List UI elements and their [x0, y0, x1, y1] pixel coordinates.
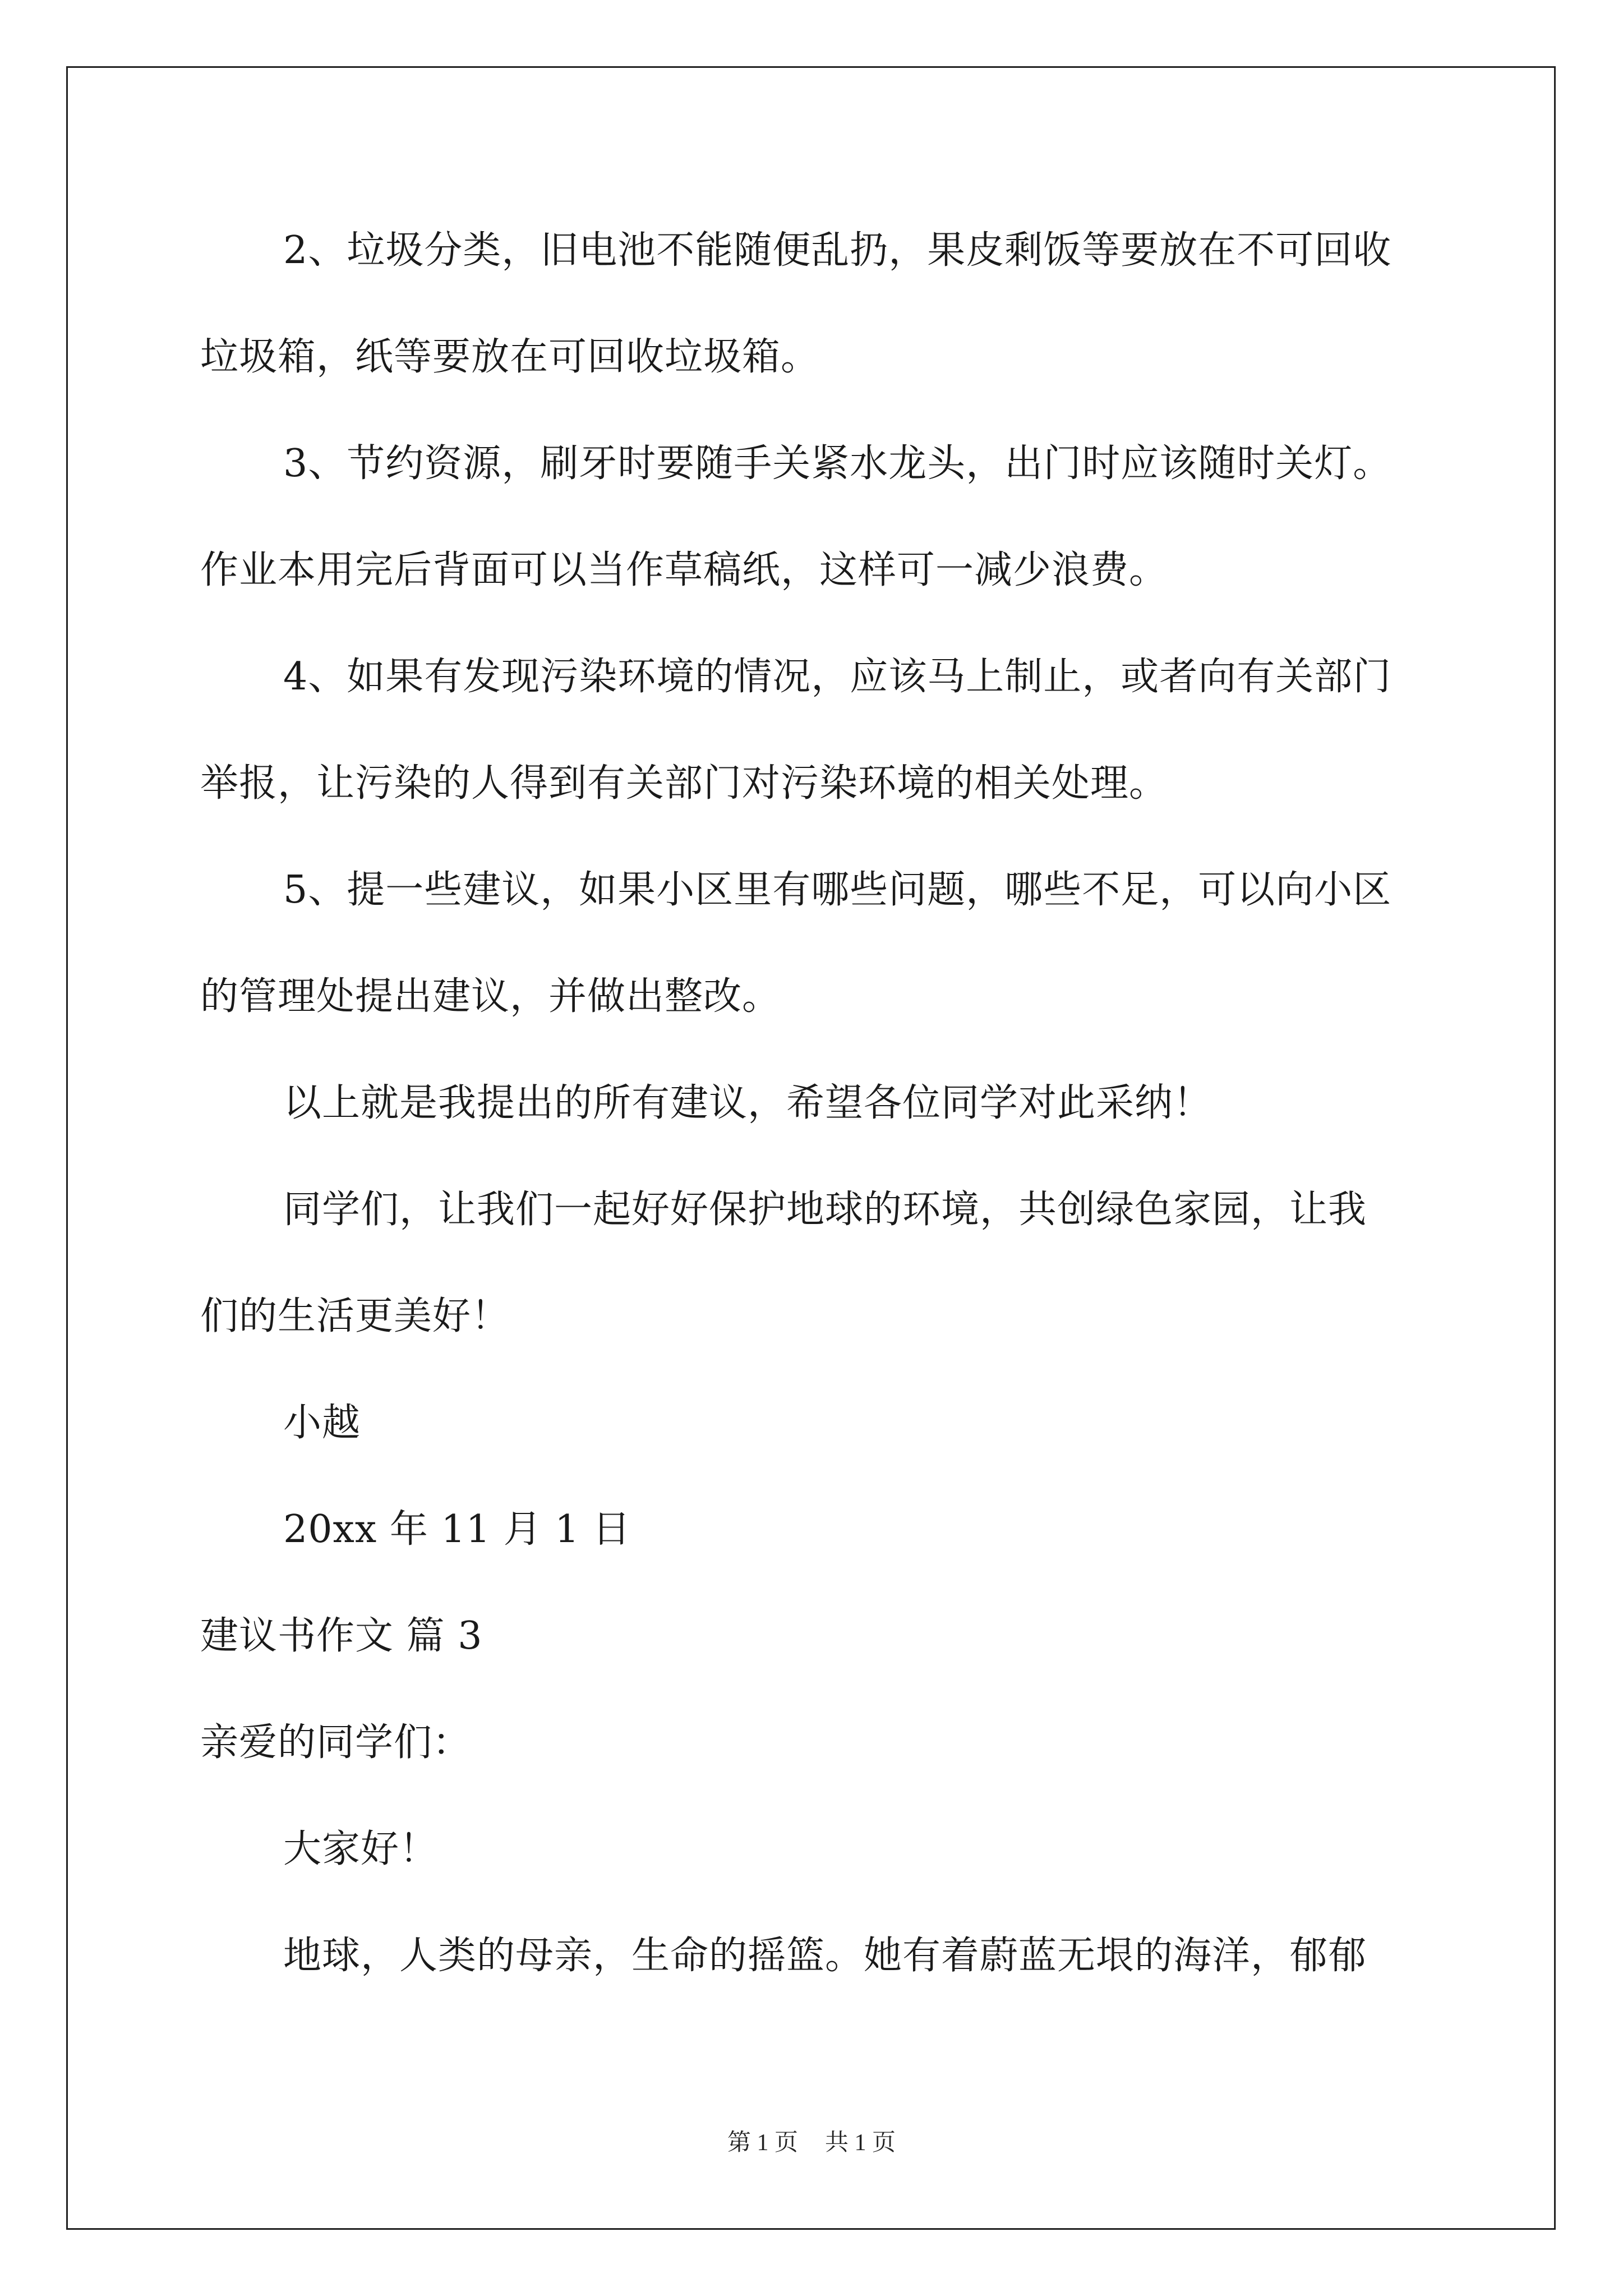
section-heading: 建议书作文 篇 3 — [200, 1614, 483, 1658]
paragraph-line: 4、如果有发现污染环境的情况，应该马上制止，或者向有关部门 — [283, 655, 1392, 699]
paragraph-line: 们的生活更美好！ — [200, 1294, 510, 1338]
greeting: 大家好！ — [283, 1827, 439, 1871]
signature-name: 小越 — [283, 1401, 361, 1445]
paragraph-line: 同学们，让我们一起好好保护地球的环境，共创绿色家园，让我 — [283, 1188, 1367, 1232]
paragraph-line: 作业本用完后背面可以当作草稿纸，这样可一减少浪费。 — [200, 548, 1168, 592]
page-number-current: 第 1 页 — [727, 2130, 798, 2156]
page-border — [66, 66, 1556, 2230]
paragraph-line: 3、节约资源，刷牙时要随手关紧水龙头，出门时应该随时关灯。 — [283, 441, 1392, 486]
salutation: 亲爱的同学们： — [200, 1720, 472, 1765]
paragraph-line: 的管理处提出建议，并做出整改。 — [200, 974, 781, 1019]
page-footer — [0, 2129, 1623, 2157]
paragraph-line: 地球，人类的母亲，生命的摇篮。她有着蔚蓝无垠的海洋，郁郁 — [283, 1934, 1367, 1978]
signature-date: 20xx 年 11 月 1 日 — [283, 1507, 631, 1552]
paragraph-line: 以上就是我提出的所有建议，希望各位同学对此采纳！ — [283, 1081, 1212, 1125]
paragraph-line: 2、垃圾分类，旧电池不能随便乱扔，果皮剩饭等要放在不可回收 — [283, 228, 1392, 273]
paragraph-line: 垃圾箱，纸等要放在可回收垃圾箱。 — [200, 335, 820, 379]
paragraph-line: 5、提一些建议，如果小区里有哪些问题，哪些不足，可以向小区 — [283, 868, 1392, 912]
paragraph-line: 举报，让污染的人得到有关部门对污染环境的相关处理。 — [200, 761, 1168, 806]
page-number-total: 共 1 页 — [825, 2130, 896, 2156]
